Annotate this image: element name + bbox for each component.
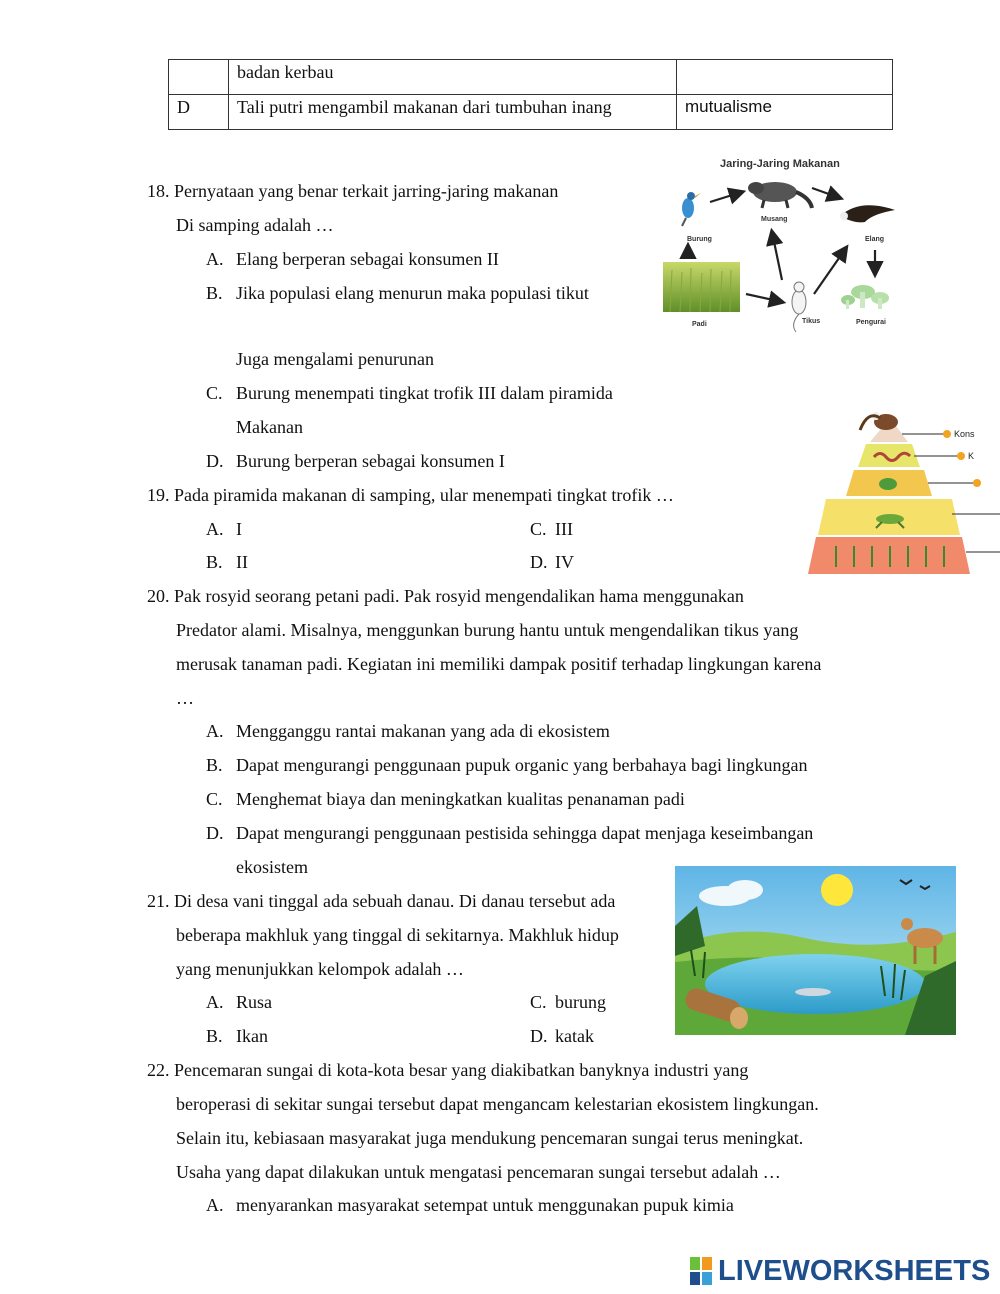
q18-option-d[interactable]: Burung berperan sebagai konsumen I: [236, 451, 505, 471]
table-cell: badan kerbau: [229, 60, 677, 95]
q18-option-b-cont: Juga mengalami penurunan: [236, 349, 434, 369]
q19-option-c-letter: C.: [530, 519, 547, 539]
q18-option-b[interactable]: Jika populasi elang menurun maka populasi tikut: [236, 283, 589, 303]
q18-option-a-letter: A.: [206, 249, 224, 269]
q18-option-b-letter: B.: [206, 283, 223, 303]
table-row: [169, 60, 893, 95]
table-cell: Tali putri mengambil makanan dari tumbuhan inang: [229, 95, 677, 130]
label-burung: Burung: [687, 236, 712, 243]
food-pyramid-figure: [806, 404, 1000, 580]
label-musang: Musang: [761, 216, 788, 223]
q19-stem: 19. Pada piramida makanan di samping, ular menempati tingkat trofik …: [147, 485, 674, 505]
q20-stem-line: Predator alami. Misalnya, menggunkan burung hantu untuk mengendalikan tikus yang: [176, 620, 799, 640]
q20-option-c-letter: C.: [206, 789, 223, 809]
label-padi: Padi: [692, 321, 707, 328]
liveworksheets-logo-icon: [690, 1257, 712, 1285]
q18-option-a[interactable]: Elang berperan sebagai konsumen II: [236, 249, 499, 269]
q21-option-c[interactable]: burung: [555, 992, 606, 1012]
q21-stem-line: yang menunjukkan kelompok adalah …: [176, 959, 464, 979]
q18-option-d-letter: D.: [206, 451, 224, 471]
q21-option-a[interactable]: Rusa: [236, 992, 272, 1012]
q19-option-b-letter: B.: [206, 552, 223, 572]
eagle-top-icon: [860, 412, 898, 430]
mushroom-icon: [841, 285, 889, 309]
q20-option-a[interactable]: Mengganggu rantai makanan yang ada di ekosistem: [236, 721, 610, 741]
frog-icon: [879, 478, 897, 490]
q21-option-d[interactable]: katak: [555, 1026, 594, 1046]
q20-stem-line: 20. Pak rosyid seorang petani padi. Pak rosyid mengendalikan hama menggunakan: [147, 586, 744, 606]
q20-option-d-cont: ekosistem: [236, 857, 308, 877]
q19-option-b[interactable]: II: [236, 552, 248, 572]
q20-option-d[interactable]: Dapat mengurangi penggunaan pestisida sehingga dapat menjaga keseimbangan: [236, 823, 814, 843]
pyramid-label-k: K: [968, 451, 975, 461]
answer-table: [168, 59, 893, 130]
q18-option-c-cont: Makanan: [236, 417, 303, 437]
q20-option-b-letter: B.: [206, 755, 223, 775]
q19-option-a-letter: A.: [206, 519, 224, 539]
q19-option-a[interactable]: I: [236, 519, 242, 539]
q20-option-c[interactable]: Menghemat biaya dan meningkatkan kualitas penanaman padi: [236, 789, 685, 809]
q18-option-c[interactable]: Burung menempati tingkat trofik III dalam piramida: [236, 383, 613, 403]
table-cell: D: [169, 95, 229, 130]
table-row: [169, 95, 893, 130]
q19-option-c[interactable]: III: [555, 519, 573, 539]
q21-stem-line: 21. Di desa vani tinggal ada sebuah danau. Di danau tersebut ada: [147, 891, 616, 911]
q18-stem-cont: Di samping adalah …: [176, 215, 334, 235]
q21-option-d-letter: D.: [530, 1026, 548, 1046]
bird-icon: [682, 192, 701, 226]
q22-stem-line: 22. Pencemaran sungai di kota-kota besar yang diakibatkan banyknya industri yang: [147, 1060, 749, 1080]
civet-icon: [748, 182, 812, 208]
label-pengurai: Pengurai: [856, 319, 886, 326]
pyramid-label-kons: Kons: [954, 429, 975, 439]
q22-option-a-letter: A.: [206, 1195, 224, 1215]
q21-option-b-letter: B.: [206, 1026, 223, 1046]
pyramid-label-dot: [943, 430, 951, 438]
table-cell: [169, 60, 229, 95]
q20-stem-line: …: [176, 688, 194, 708]
q18-option-c-letter: C.: [206, 383, 223, 403]
eagle-icon: [840, 205, 895, 222]
table-cell: [677, 60, 893, 95]
table-cell: mutualisme: [677, 95, 893, 130]
pyramid-label-dot: [957, 452, 965, 460]
sun-icon: [821, 874, 853, 906]
pyramid-label-dot: [973, 479, 981, 487]
label-elang: Elang: [865, 236, 885, 243]
q20-option-d-letter: D.: [206, 823, 224, 843]
q18-stem: 18. Pernyataan yang benar terkait jarring-jaring makanan: [147, 181, 559, 201]
q21-stem-line: beberapa makhluk yang tinggal di sekitarnya. Makhluk hidup: [176, 925, 619, 945]
q20-option-a-letter: A.: [206, 721, 224, 741]
food-web-title: Jaring-Jaring Makanan: [720, 158, 840, 170]
q22-stem-line: Usaha yang dapat dilakukan untuk mengatasi pencemaran sungai tersebut adalah …: [176, 1162, 781, 1182]
label-tikus: Tikus: [802, 318, 821, 325]
q22-stem-line: Selain itu, kebiasaan masyarakat juga mendukung pencemaran sungai terus meningkat.: [176, 1128, 804, 1148]
fish-icon: [795, 988, 831, 996]
food-web-figure: [660, 152, 900, 342]
q21-option-a-letter: A.: [206, 992, 224, 1012]
liveworksheets-logo[interactable]: [690, 1255, 990, 1287]
lake-ecosystem-image: [675, 866, 956, 1035]
q22-option-a[interactable]: menyarankan masyarakat setempat untuk menggunakan pupuk kimia: [236, 1195, 734, 1215]
q20-stem-line: merusak tanaman padi. Kegiatan ini memiliki dampak positif terhadap lingkungan karena: [176, 654, 822, 674]
q21-option-c-letter: C.: [530, 992, 547, 1012]
q21-option-b[interactable]: Ikan: [236, 1026, 268, 1046]
q19-option-d-letter: D.: [530, 552, 548, 572]
liveworksheets-logo-text: LIVEWORKSHEETS: [718, 1254, 991, 1287]
q20-option-b[interactable]: Dapat mengurangi penggunaan pupuk organic yang berbahaya bagi lingkungan: [236, 755, 808, 775]
pyramid-level-4: [858, 444, 920, 467]
q19-option-d[interactable]: IV: [555, 552, 574, 572]
q22-stem-line: beroperasi di sekitar sungai tersebut dapat mengancam kelestarian ekosistem lingkungan.: [176, 1094, 819, 1114]
